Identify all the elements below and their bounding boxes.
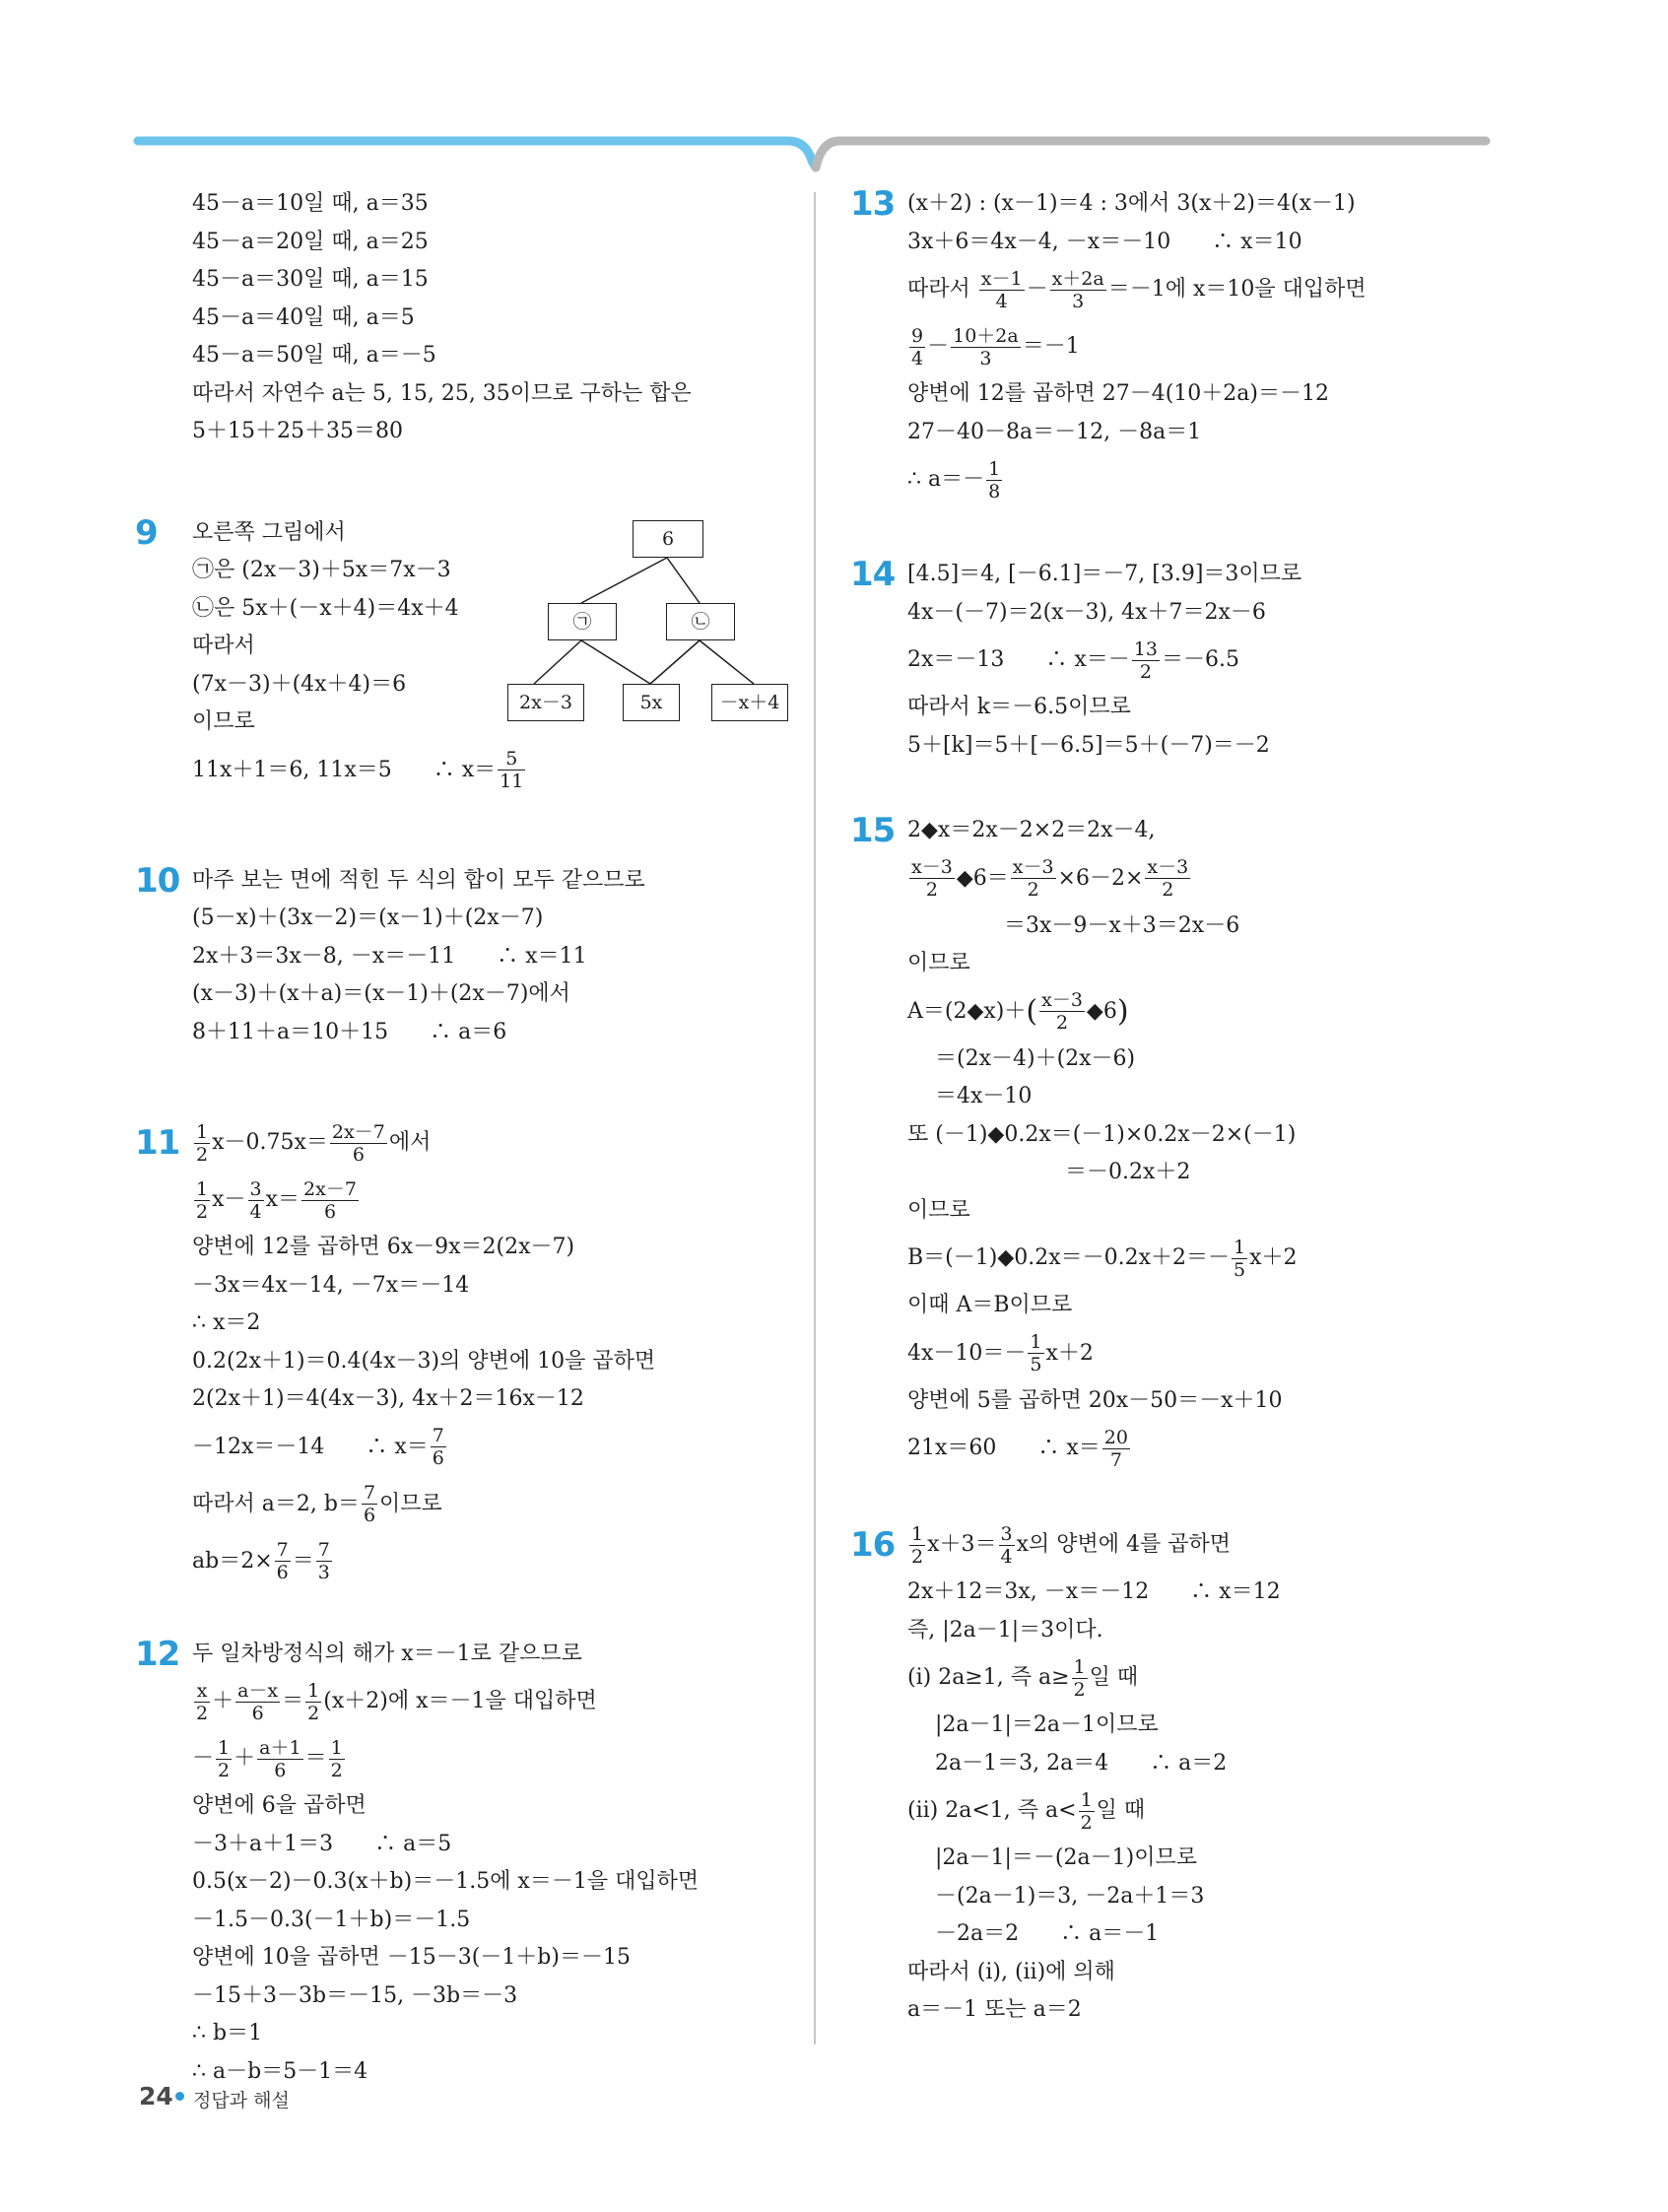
tree-node-bottom-1: 2x－3 [507,684,584,721]
fraction [1050,268,1106,312]
problem-12 [135,1634,823,2092]
fraction [1079,1789,1095,1834]
text-line [192,742,823,799]
fraction [194,1178,210,1223]
tree-node-top: 6 [633,520,703,558]
eq-part: 따라서 a＝2, b＝ [192,1491,360,1516]
numerator: 1 [1073,1655,1086,1678]
text-line [907,632,1538,689]
numerator: 1 [218,1736,231,1759]
fraction [1232,1237,1247,1281]
eq-part: ∴ x＝ [366,1434,429,1459]
eq-part: ＝－1에 x＝10을 대입하면 [1107,277,1367,302]
text-line: 0.5(x－2)－0.3(x＋b)＝－1.5에 x＝－1을 대입하면 [192,1869,700,1894]
text-line [907,1745,1538,1783]
denominator: 2 [196,1702,209,1724]
denominator: 2 [330,1759,343,1781]
problem-number: 15 [850,811,896,850]
right-paren: ) [1116,993,1129,1029]
problem-number: 9 [135,512,158,553]
eq-part: 2x＋3＝3x－8, －x＝－11 [192,943,456,969]
numerator: x＋2a [1051,267,1104,290]
text-line [907,983,1538,1040]
eq-part: ＝ [304,1746,327,1771]
denominator: 2 [1080,1811,1093,1834]
eq-part: ＋ [212,1689,234,1713]
eq-part: 이므로 [379,1491,442,1516]
denominator: 6 [251,1702,264,1724]
text-line: ㉠은 (2x－3)＋5x＝7x－3 [192,558,451,582]
eq-part: ◆6＝ [956,865,1009,891]
eq-part: (ⅰ) 2a≥1, 즉 a≥ [907,1665,1070,1690]
eq-part: x＋3＝ [927,1532,997,1557]
eq-part: 21x＝60 [907,1436,997,1460]
numerator: 7 [432,1425,444,1446]
text-line: 따라서 자연수 a는 5, 15, 25, 35이므로 구하는 합은 [192,380,692,406]
text-line: 양변에 12를 곱하면 27－4(10＋2a)＝－12 [907,381,1329,406]
numerator: x [194,1680,210,1703]
fraction [951,325,1021,369]
text-line: ∴ x＝2 [192,1310,261,1335]
footer-dot-icon [175,2092,184,2101]
text-line: 또 (－1)◆0.2x＝(－1)×0.2x－2×(－1) [907,1121,1297,1147]
eq-part: (ⅱ) 2a<1, 즉 a< [907,1798,1077,1823]
text-line: |2a－1|＝－(2a－1)이므로 [935,1845,1197,1870]
numerator: 1 [196,1177,209,1200]
text-line: 따라서 (ⅰ), (ⅱ)에 의해 [907,1959,1115,1984]
eq-part: ＝－6.5 [1161,647,1239,672]
text-line [192,1014,823,1052]
eq-part: ∴ x＝ [1037,1436,1101,1460]
numerator: 9 [911,324,924,347]
fraction [909,325,925,369]
denominator: 2 [1073,1678,1086,1701]
text-line: 즉, |2a－1|＝3이다. [907,1617,1103,1642]
eq-part: ∴ a＝5 [374,1831,452,1856]
text-line: (7x－3)＋(4x＋4)＝6 [192,671,407,697]
text-line: [4.5]＝4, [－6.1]＝－7, [3.9]＝3이므로 [907,562,1302,586]
eq-part: ◆6 [1086,998,1117,1024]
denominator: 11 [500,771,524,792]
right-column [850,184,1538,2030]
text-line: ∴ a－b＝5－1＝4 [192,2058,368,2084]
eq-part: ∴ a＝6 [430,1019,507,1044]
numerator: 1 [330,1736,343,1759]
header-bar-blue [138,141,816,168]
numerator: 20 [1103,1426,1128,1448]
fraction [979,268,1025,312]
denominator: 4 [249,1200,262,1223]
fraction [1011,856,1056,901]
text-line: －1.5－0.3(－1＋b)＝－1.5 [192,1907,471,1932]
numerator: 7 [276,1539,289,1561]
numerator: 1 [988,457,1001,480]
eq-part: 11x＋1＝6, 11x＝5 [192,757,392,782]
problem-14 [850,555,1538,765]
text-line [192,1114,823,1172]
fraction [194,1680,210,1724]
text-line: 0.2(2x＋1)＝0.4(4x－3)의 양변에 10을 곱하면 [192,1348,656,1374]
denominator: 4 [911,347,924,369]
fraction [216,1737,232,1781]
text-line: －3x＝4x－14, －7x＝－14 [192,1272,470,1298]
denominator: 2 [925,879,938,901]
text-line [907,850,1538,907]
header-bar-gray [816,141,1486,168]
problem-9 [135,512,823,799]
text-line [192,1730,823,1787]
denominator: 2 [1162,879,1174,901]
eq-part: 2a－1＝3, 2a＝4 [935,1750,1109,1776]
numerator: 1 [1030,1331,1042,1353]
denominator: 3 [979,347,992,369]
fraction [301,1178,359,1223]
problem-15 [850,811,1538,1477]
text-line: ㉡은 5x＋(－x＋4)＝4x＋4 [192,595,459,621]
problem-number: 13 [850,184,896,224]
text-line: 2(2x＋1)＝4(4x－3), 4x＋2＝16x－12 [192,1386,584,1411]
fraction [329,1737,345,1781]
fraction [431,1425,446,1469]
fraction [498,748,525,792]
eq-part: ∴ x＝12 [1190,1579,1281,1604]
text-line: 따라서 k＝－6.5이므로 [907,695,1131,719]
problem-13 [850,184,1538,508]
fraction [235,1680,280,1724]
eq-part: 일 때 [1089,1665,1139,1690]
text-line [907,1325,1538,1382]
fraction [194,1121,210,1166]
text-line: 이때 A＝B이므로 [907,1293,1073,1317]
denominator: 2 [1027,879,1039,901]
denominator: 3 [317,1562,330,1583]
numerator: 7 [363,1482,376,1504]
eq-part: x＋2 [1045,1340,1094,1366]
text-line: 이므로 [907,1197,970,1223]
denominator: 2 [196,1200,209,1223]
text-line: 27－40－8a＝－12, －8a＝1 [907,419,1202,444]
fraction [1102,1427,1130,1471]
eq-part: x－0.75x＝ [212,1130,328,1155]
eq-part: － [1026,277,1048,302]
text-line: 양변에 5를 곱하면 20x－50＝－x＋10 [907,1387,1283,1413]
fraction [248,1178,264,1223]
numerator: 1 [196,1120,209,1143]
denominator: 6 [323,1200,337,1223]
problem-number: 12 [135,1634,180,1674]
eq-part: 8＋11＋a＝10＋15 [192,1019,389,1044]
eq-part: x의 양변에 4를 곱하면 [1016,1532,1231,1557]
fraction [909,856,955,901]
numerator: 1 [911,1522,924,1545]
text-line [192,938,823,976]
numerator: x－3 [911,856,953,878]
text-line: 45－a＝40일 때, a＝5 [192,304,415,330]
eq-part: ＝ [282,1689,304,1713]
numerator: x－1 [980,267,1023,290]
text-line [907,1420,1538,1477]
fraction [362,1482,377,1526]
fraction [1039,989,1085,1034]
eq-part: 2x＋12＝3x, －x＝－12 [907,1579,1150,1604]
fraction [1028,1331,1043,1375]
fraction [1132,638,1160,683]
numerator: 1 [1080,1788,1093,1811]
text-line [907,261,1538,318]
denominator: 2 [1055,1012,1069,1034]
eq-part: ∴ a＝2 [1150,1750,1228,1776]
tree-node-mid-right: ㉡ [666,603,735,640]
numerator: x－3 [1012,856,1054,878]
numerator: x－3 [1147,856,1189,878]
text-line: 4x－(－7)＝2(x－3), 4x＋7＝2x－6 [907,599,1266,625]
text-line [192,1476,823,1533]
numerator: 2x－7 [303,1177,357,1200]
eq-part: 따라서 [907,277,970,302]
text-line [907,224,1538,262]
eq-part: 2x＝－13 [907,647,1005,672]
text-line: 45－a＝30일 때, a＝15 [192,267,429,292]
numerator: 1 [307,1679,320,1702]
eq-part: ∴ x＝11 [497,943,587,969]
text-line: ＝4x－10 [935,1084,1033,1108]
text-line: ∴ b＝1 [192,2021,263,2045]
text-line: 양변에 10을 곱하면 －15－3(－1＋b)＝－15 [192,1945,631,1970]
eq-part: － [927,334,950,359]
eq-part: 에서 [388,1130,432,1155]
denominator: 5 [1234,1258,1246,1281]
text-line [907,318,1538,375]
denominator: 4 [995,290,1008,312]
fraction [316,1539,332,1583]
eq-part: 일 때 [1096,1798,1146,1823]
eq-part: －2a＝2 [935,1921,1020,1946]
text-line: 5＋15＋25＋35＝80 [192,419,403,443]
text-line: |2a－1|＝2a－1이므로 [935,1712,1159,1737]
numerator: a＋1 [259,1736,301,1759]
eq-part: x＋2 [1249,1245,1298,1270]
eq-part: － [192,1746,215,1771]
problem-16 [850,1516,1538,2030]
text-line: a＝－1 또는 a＝2 [907,1997,1082,2022]
text-line [192,1533,823,1590]
eq-part: ×6－2× [1057,865,1144,891]
tree-node-mid-left: ㉠ [548,603,617,640]
text-line [907,1230,1538,1287]
fraction [1072,1656,1088,1701]
text-line: 2◆x＝2x－2×2＝2x－4, [907,818,1156,842]
text-line: 두 일차방정식의 해가 x＝－1로 같으므로 [192,1641,582,1666]
eq-part: ∴ a＝－1 [1060,1921,1160,1946]
numerator: 5 [498,748,525,771]
denominator: 2 [1139,660,1152,683]
text-line: 마주 보는 면에 적힌 두 식의 합이 모두 같으므로 [192,867,645,893]
text-line: (x－3)＋(x＋a)＝(x－1)＋(2x－7)에서 [192,981,570,1006]
numerator: 3 [1000,1522,1013,1545]
text-line: 45－a＝20일 때, a＝25 [192,229,429,254]
problem-8-continued [192,185,823,451]
eq-part: ＝ [292,1548,314,1574]
numerator: 13 [1133,637,1158,660]
problem-number: 11 [135,1123,180,1163]
eq-part: ∴ a＝－ [907,467,985,492]
numerator: 2x－7 [331,1120,385,1143]
fraction [986,458,1002,503]
problem-number: 14 [850,555,896,594]
text-line: 이므로 [907,951,970,975]
text-line: 오른쪽 그림에서 [192,519,346,545]
text-line: (5－x)＋(3x－2)＝(x－1)＋(2x－7) [192,905,544,930]
problem-number: 16 [850,1525,896,1565]
numerator: 7 [317,1539,330,1561]
eq-part: －3＋a＋1＝3 [192,1831,334,1856]
footer-label: 정답과 해설 [193,2090,290,2111]
header-bar [0,0,1668,187]
tree-node-bottom-3: －x＋4 [711,684,788,721]
eq-part: ＝－1 [1022,334,1080,359]
text-line: 5＋[k]＝5＋[－6.5]＝5＋(－7)＝－2 [907,732,1270,758]
eq-part: B＝(－1)◆0.2x＝－0.2x＋2＝－ [907,1245,1231,1270]
numerator: x－3 [1041,989,1083,1011]
denominator: 6 [432,1447,444,1469]
text-line [907,1649,1538,1707]
text-line: (x＋2) : (x－1)＝4 : 3에서 3(x＋2)＝4(x－1) [907,191,1356,216]
eq-part: (x＋2)에 x＝－1을 대입하면 [323,1689,597,1713]
text-line [907,1915,1538,1954]
text-line: 따라서 [192,634,255,658]
text-line [192,1673,823,1730]
fraction [305,1680,321,1724]
left-column [135,185,823,2091]
text-line [192,1172,823,1229]
page-number: 24 [139,2082,173,2111]
text-line: ＝3x－9－x＋3＝2x－6 [1004,912,1240,938]
eq-part: x＝ [265,1187,300,1212]
eq-part: x－ [212,1187,246,1212]
problem-11 [135,1114,823,1590]
denominator: 2 [911,1545,924,1568]
left-paren: ( [1026,993,1038,1029]
text-line: ＝(2x－4)＋(2x－6) [935,1045,1136,1071]
eq-part: 3x＋6＝4x－4, －x＝－10 [907,229,1171,254]
tree-node-bottom-2: 5x [623,684,680,721]
numerator: 10＋2a [953,324,1019,347]
denominator: 2 [307,1702,320,1724]
text-line [907,1782,1538,1840]
text-line [192,1826,823,1864]
tree-diagram [507,514,803,721]
text-line: 양변에 12를 곱하면 6x－9x＝2(2x－7) [192,1235,575,1259]
fraction [909,1523,925,1568]
text-line: 이므로 [192,709,255,734]
denominator: 5 [1030,1354,1042,1375]
eq-part: A＝(2◆x)＋ [907,998,1027,1024]
problem-10 [135,860,823,1052]
fraction [330,1121,387,1166]
numerator: a－x [237,1679,279,1702]
text-line [907,451,1538,508]
text-line: 45－a＝10일 때, a＝35 [192,191,429,216]
denominator: 4 [1000,1545,1013,1568]
eq-part: －12x＝－14 [192,1434,325,1459]
fraction [1145,856,1190,901]
eq-part: ab＝2× [192,1548,273,1574]
eq-part: ∴ x＝ [433,757,497,782]
text-line: 양변에 6을 곱하면 [192,1793,367,1818]
numerator: 1 [1234,1236,1246,1258]
text-line: ＝－0.2x＋2 [1065,1160,1191,1184]
numerator: 3 [249,1177,262,1200]
denominator: 2 [218,1759,231,1781]
eq-part: ∴ x＝10 [1212,229,1302,254]
denominator: 6 [274,1759,287,1781]
text-line [907,1574,1538,1612]
denominator: 3 [1072,290,1085,312]
problem-number: 10 [135,860,180,901]
eq-part: 4x－10＝－ [907,1340,1027,1366]
text-line: －(2a－1)＝3, －2a＋1＝3 [935,1883,1205,1909]
denominator: 8 [988,480,1001,503]
eq-part: ＋ [234,1746,256,1771]
text-line: －15＋3－3b＝－15, －3b＝－3 [192,1982,518,2008]
eq-part: ∴ x＝－ [1045,647,1130,672]
fraction [257,1737,302,1781]
text-line [907,1516,1538,1574]
denominator: 7 [1109,1448,1122,1471]
denominator: 6 [352,1143,365,1166]
denominator: 6 [276,1562,289,1583]
text-line: 45－a＝50일 때, a＝－5 [192,343,436,368]
denominator: 6 [363,1505,376,1526]
fraction [275,1539,291,1583]
text-line [192,1419,823,1476]
denominator: 2 [196,1143,209,1166]
fraction [999,1523,1015,1568]
